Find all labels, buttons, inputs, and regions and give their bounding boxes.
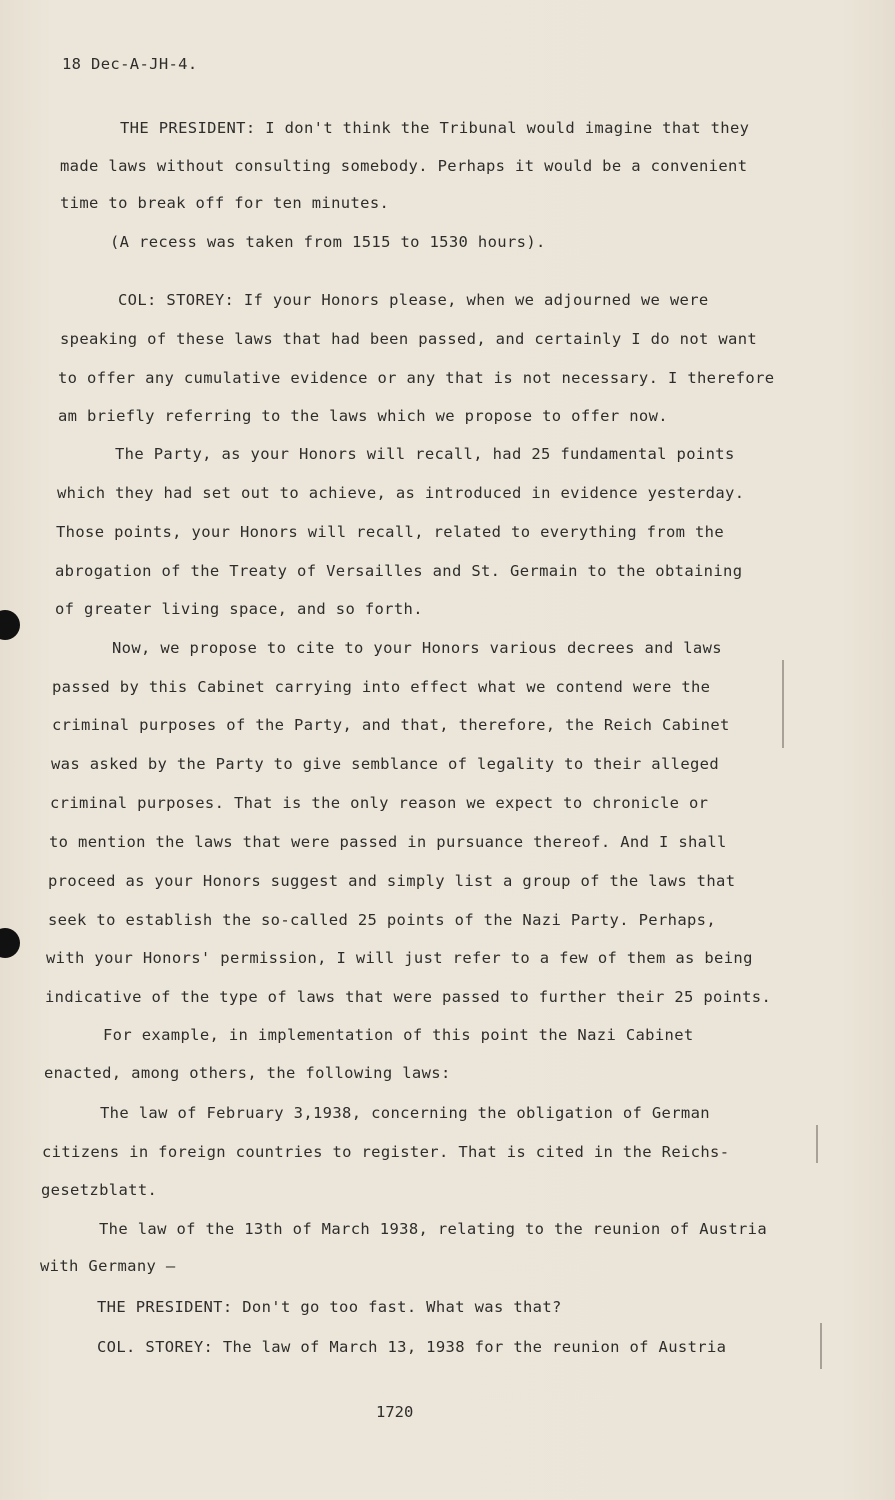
margin-mark xyxy=(782,660,784,748)
text-line: abrogation of the Treaty of Versailles and St. Germain to the obtaining xyxy=(55,562,743,580)
text-line: gesetzblatt. xyxy=(41,1181,158,1199)
text-line: with Germany — xyxy=(40,1257,176,1275)
text-line: of greater living space, and so forth. xyxy=(55,600,423,618)
page-header: 18 Dec-A-JH-4. xyxy=(62,55,198,73)
text-line: speaking of these laws that had been passed, and certainly I do not want xyxy=(60,330,758,348)
text-line: am briefly referring to the laws which we propose to offer now. xyxy=(58,407,668,425)
text-line: The law of the 13th of March 1938, relating to the reunion of Austria xyxy=(99,1220,768,1238)
text-line: to offer any cumulative evidence or any that is not necessary. I therefore xyxy=(58,369,775,387)
text-line: Now, we propose to cite to your Honors various decrees and laws xyxy=(112,639,722,657)
text-line: seek to establish the so-called 25 points of the Nazi Party. Perhaps, xyxy=(48,911,717,929)
text-line: indicative of the type of laws that were passed to further their 25 points. xyxy=(45,988,772,1006)
text-line: The law of February 3,1938, concerning the obligation of German xyxy=(100,1104,710,1122)
text-line: criminal purposes of the Party, and that, therefore, the Reich Cabinet xyxy=(52,716,730,734)
text-line: THE PRESIDENT: I don't think the Tribunal would imagine that they xyxy=(120,119,750,137)
text-line: citizens in foreign countries to register. That is cited in the Reichs- xyxy=(42,1143,730,1161)
page-number: 1720 xyxy=(376,1403,414,1421)
text-line: For example, in implementation of this point the Nazi Cabinet xyxy=(103,1026,694,1044)
text-line: COL. STOREY: The law of March 13, 1938 for the reunion of Austria xyxy=(97,1338,727,1356)
text-line: made laws without consulting somebody. Perhaps it would be a convenient xyxy=(60,157,748,175)
text-line: to mention the laws that were passed in pursuance thereof. And I shall xyxy=(49,833,727,851)
text-line: The Party, as your Honors will recall, had 25 fundamental points xyxy=(115,445,735,463)
punch-hole xyxy=(0,610,20,640)
text-line: time to break off for ten minutes. xyxy=(60,194,390,212)
margin-mark xyxy=(816,1125,818,1163)
text-line: COL: STOREY: If your Honors please, when we adjourned we were xyxy=(118,291,709,309)
text-line: THE PRESIDENT: Don't go too fast. What was that? xyxy=(97,1298,562,1316)
text-line: criminal purposes. That is the only reason we expect to chronicle or xyxy=(50,794,709,812)
text-line: passed by this Cabinet carrying into effect what we contend were the xyxy=(52,678,711,696)
text-line: enacted, among others, the following laws: xyxy=(44,1064,451,1082)
text-line: (A recess was taken from 1515 to 1530 hours). xyxy=(110,233,546,251)
text-line: which they had set out to achieve, as introduced in evidence yesterday. xyxy=(57,484,745,502)
text-line: with your Honors' permission, I will just refer to a few of them as being xyxy=(46,949,753,967)
text-line: Those points, your Honors will recall, related to everything from the xyxy=(56,523,725,541)
margin-mark xyxy=(820,1323,822,1369)
punch-hole xyxy=(0,928,20,958)
text-line: was asked by the Party to give semblance of legality to their alleged xyxy=(51,755,720,773)
text-line: proceed as your Honors suggest and simply list a group of the laws that xyxy=(48,872,736,890)
